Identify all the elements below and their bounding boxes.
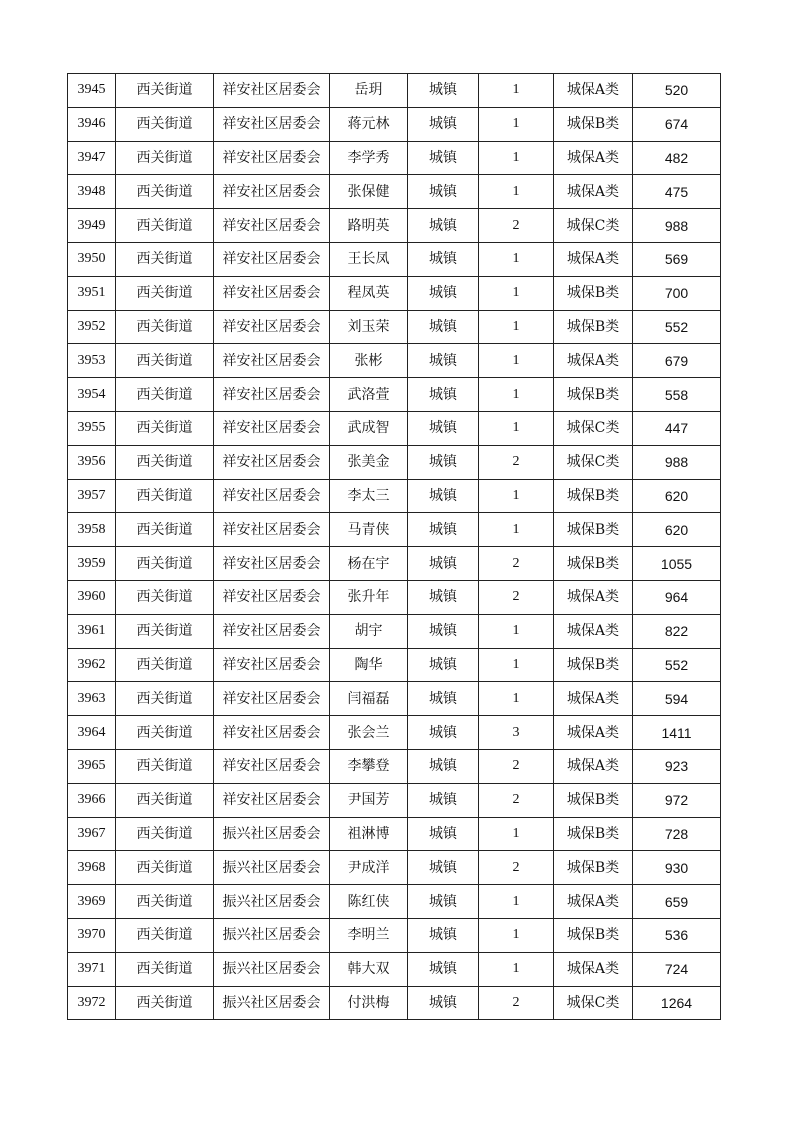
cell-household-size: 2 <box>479 209 554 243</box>
table-row <box>68 580 721 614</box>
cell-area-type: 城镇 <box>408 648 479 682</box>
cell-community: 祥安社区居委会 <box>214 648 330 682</box>
cell-category: 城保B类 <box>554 310 633 344</box>
cell-category: 城保B类 <box>554 918 633 952</box>
cell-name: 李学秀 <box>330 141 408 175</box>
cell-household-size: 1 <box>479 378 554 412</box>
cell-amount: 558 <box>633 378 721 412</box>
cell-serial-no: 3970 <box>68 918 116 952</box>
cell-serial-no: 3961 <box>68 614 116 648</box>
cell-street: 西关街道 <box>116 682 214 716</box>
cell-area-type: 城镇 <box>408 513 479 547</box>
cell-serial-no: 3969 <box>68 885 116 919</box>
cell-household-size: 1 <box>479 513 554 547</box>
cell-amount: 1411 <box>633 716 721 750</box>
cell-category: 城保C类 <box>554 209 633 243</box>
cell-household-size: 1 <box>479 175 554 209</box>
cell-area-type: 城镇 <box>408 952 479 986</box>
cell-category: 城保A类 <box>554 580 633 614</box>
cell-category: 城保A类 <box>554 682 633 716</box>
cell-community: 振兴社区居委会 <box>214 885 330 919</box>
cell-amount: 674 <box>633 107 721 141</box>
cell-amount: 620 <box>633 479 721 513</box>
table-row <box>68 445 721 479</box>
table-row <box>68 817 721 851</box>
cell-area-type: 城镇 <box>408 445 479 479</box>
cell-community: 祥安社区居委会 <box>214 310 330 344</box>
table-row <box>68 648 721 682</box>
cell-category: 城保B类 <box>554 817 633 851</box>
cell-category: 城保A类 <box>554 952 633 986</box>
cell-name: 韩大双 <box>330 952 408 986</box>
cell-household-size: 1 <box>479 310 554 344</box>
cell-household-size: 1 <box>479 344 554 378</box>
cell-street: 西关街道 <box>116 614 214 648</box>
cell-serial-no: 3964 <box>68 716 116 750</box>
cell-household-size: 2 <box>479 580 554 614</box>
cell-community: 祥安社区居委会 <box>214 378 330 412</box>
cell-amount: 988 <box>633 445 721 479</box>
cell-street: 西关街道 <box>116 74 214 108</box>
cell-street: 西关街道 <box>116 851 214 885</box>
cell-street: 西关街道 <box>116 547 214 581</box>
cell-community: 祥安社区居委会 <box>214 716 330 750</box>
cell-amount: 988 <box>633 209 721 243</box>
cell-street: 西关街道 <box>116 580 214 614</box>
cell-area-type: 城镇 <box>408 749 479 783</box>
cell-category: 城保A类 <box>554 614 633 648</box>
cell-serial-no: 3957 <box>68 479 116 513</box>
cell-area-type: 城镇 <box>408 918 479 952</box>
cell-area-type: 城镇 <box>408 479 479 513</box>
cell-amount: 822 <box>633 614 721 648</box>
table-row <box>68 716 721 750</box>
table-row <box>68 479 721 513</box>
cell-area-type: 城镇 <box>408 209 479 243</box>
cell-community: 祥安社区居委会 <box>214 344 330 378</box>
cell-area-type: 城镇 <box>408 614 479 648</box>
cell-name: 马青侠 <box>330 513 408 547</box>
cell-category: 城保A类 <box>554 242 633 276</box>
cell-name: 张保健 <box>330 175 408 209</box>
cell-category: 城保A类 <box>554 141 633 175</box>
cell-street: 西关街道 <box>116 107 214 141</box>
cell-name: 付洪梅 <box>330 986 408 1020</box>
cell-area-type: 城镇 <box>408 986 479 1020</box>
cell-name: 刘玉荣 <box>330 310 408 344</box>
cell-name: 张会兰 <box>330 716 408 750</box>
cell-category: 城保B类 <box>554 851 633 885</box>
cell-community: 振兴社区居委会 <box>214 986 330 1020</box>
cell-community: 祥安社区居委会 <box>214 445 330 479</box>
cell-name: 陶华 <box>330 648 408 682</box>
cell-community: 祥安社区居委会 <box>214 614 330 648</box>
cell-serial-no: 3958 <box>68 513 116 547</box>
cell-community: 振兴社区居委会 <box>214 952 330 986</box>
cell-community: 祥安社区居委会 <box>214 242 330 276</box>
table-row <box>68 952 721 986</box>
cell-household-size: 1 <box>479 918 554 952</box>
cell-name: 李攀登 <box>330 749 408 783</box>
cell-area-type: 城镇 <box>408 378 479 412</box>
cell-area-type: 城镇 <box>408 310 479 344</box>
cell-street: 西关街道 <box>116 817 214 851</box>
cell-household-size: 1 <box>479 411 554 445</box>
cell-name: 路明英 <box>330 209 408 243</box>
cell-street: 西关街道 <box>116 445 214 479</box>
cell-amount: 724 <box>633 952 721 986</box>
cell-category: 城保B类 <box>554 648 633 682</box>
cell-amount: 620 <box>633 513 721 547</box>
cell-household-size: 1 <box>479 682 554 716</box>
cell-category: 城保B类 <box>554 378 633 412</box>
cell-street: 西关街道 <box>116 209 214 243</box>
cell-community: 振兴社区居委会 <box>214 851 330 885</box>
table-row <box>68 513 721 547</box>
cell-area-type: 城镇 <box>408 344 479 378</box>
cell-community: 祥安社区居委会 <box>214 175 330 209</box>
cell-community: 祥安社区居委会 <box>214 74 330 108</box>
cell-street: 西关街道 <box>116 885 214 919</box>
cell-street: 西关街道 <box>116 411 214 445</box>
cell-amount: 659 <box>633 885 721 919</box>
cell-area-type: 城镇 <box>408 783 479 817</box>
cell-name: 武成智 <box>330 411 408 445</box>
cell-area-type: 城镇 <box>408 682 479 716</box>
table-row <box>68 242 721 276</box>
cell-area-type: 城镇 <box>408 885 479 919</box>
table-row <box>68 107 721 141</box>
cell-name: 李太三 <box>330 479 408 513</box>
cell-name: 程凤英 <box>330 276 408 310</box>
cell-household-size: 1 <box>479 614 554 648</box>
cell-street: 西关街道 <box>116 479 214 513</box>
table-row <box>68 378 721 412</box>
cell-community: 祥安社区居委会 <box>214 513 330 547</box>
cell-category: 城保B类 <box>554 513 633 547</box>
cell-serial-no: 3947 <box>68 141 116 175</box>
records-table <box>67 73 721 1020</box>
cell-area-type: 城镇 <box>408 276 479 310</box>
cell-community: 祥安社区居委会 <box>214 749 330 783</box>
cell-household-size: 2 <box>479 783 554 817</box>
cell-community: 祥安社区居委会 <box>214 547 330 581</box>
cell-name: 杨在宇 <box>330 547 408 581</box>
cell-serial-no: 3949 <box>68 209 116 243</box>
cell-amount: 930 <box>633 851 721 885</box>
cell-area-type: 城镇 <box>408 107 479 141</box>
cell-serial-no: 3945 <box>68 74 116 108</box>
cell-category: 城保B类 <box>554 107 633 141</box>
cell-name: 胡宇 <box>330 614 408 648</box>
cell-name: 张升年 <box>330 580 408 614</box>
cell-street: 西关街道 <box>116 986 214 1020</box>
cell-street: 西关街道 <box>116 783 214 817</box>
cell-area-type: 城镇 <box>408 411 479 445</box>
table-row <box>68 614 721 648</box>
cell-serial-no: 3955 <box>68 411 116 445</box>
table-row <box>68 682 721 716</box>
cell-amount: 475 <box>633 175 721 209</box>
cell-category: 城保C类 <box>554 986 633 1020</box>
table-row <box>68 411 721 445</box>
cell-name: 武洛萱 <box>330 378 408 412</box>
cell-name: 陈红侠 <box>330 885 408 919</box>
cell-serial-no: 3966 <box>68 783 116 817</box>
cell-name: 蒋元林 <box>330 107 408 141</box>
cell-street: 西关街道 <box>116 952 214 986</box>
cell-household-size: 1 <box>479 952 554 986</box>
table-row <box>68 141 721 175</box>
cell-amount: 972 <box>633 783 721 817</box>
cell-serial-no: 3971 <box>68 952 116 986</box>
cell-serial-no: 3960 <box>68 580 116 614</box>
cell-amount: 700 <box>633 276 721 310</box>
cell-amount: 552 <box>633 310 721 344</box>
cell-serial-no: 3956 <box>68 445 116 479</box>
cell-community: 祥安社区居委会 <box>214 141 330 175</box>
cell-amount: 482 <box>633 141 721 175</box>
cell-serial-no: 3954 <box>68 378 116 412</box>
cell-category: 城保B类 <box>554 783 633 817</box>
cell-community: 祥安社区居委会 <box>214 682 330 716</box>
table-row <box>68 175 721 209</box>
cell-household-size: 2 <box>479 851 554 885</box>
cell-category: 城保B类 <box>554 276 633 310</box>
cell-category: 城保A类 <box>554 344 633 378</box>
cell-area-type: 城镇 <box>408 74 479 108</box>
cell-street: 西关街道 <box>116 918 214 952</box>
cell-name: 闫福磊 <box>330 682 408 716</box>
cell-area-type: 城镇 <box>408 716 479 750</box>
cell-area-type: 城镇 <box>408 175 479 209</box>
table-row <box>68 783 721 817</box>
cell-street: 西关街道 <box>116 242 214 276</box>
cell-area-type: 城镇 <box>408 817 479 851</box>
cell-household-size: 2 <box>479 445 554 479</box>
cell-name: 张美金 <box>330 445 408 479</box>
table-row <box>68 276 721 310</box>
cell-name: 祖淋博 <box>330 817 408 851</box>
table-row <box>68 74 721 108</box>
cell-amount: 520 <box>633 74 721 108</box>
cell-serial-no: 3952 <box>68 310 116 344</box>
cell-community: 祥安社区居委会 <box>214 209 330 243</box>
cell-community: 祥安社区居委会 <box>214 276 330 310</box>
cell-household-size: 3 <box>479 716 554 750</box>
cell-amount: 1055 <box>633 547 721 581</box>
cell-serial-no: 3948 <box>68 175 116 209</box>
cell-community: 祥安社区居委会 <box>214 783 330 817</box>
records-table-body <box>68 74 721 1020</box>
cell-area-type: 城镇 <box>408 242 479 276</box>
cell-household-size: 2 <box>479 986 554 1020</box>
cell-serial-no: 3950 <box>68 242 116 276</box>
cell-category: 城保A类 <box>554 175 633 209</box>
cell-serial-no: 3972 <box>68 986 116 1020</box>
cell-category: 城保A类 <box>554 74 633 108</box>
cell-household-size: 2 <box>479 749 554 783</box>
cell-name: 李明兰 <box>330 918 408 952</box>
cell-serial-no: 3951 <box>68 276 116 310</box>
cell-category: 城保B类 <box>554 547 633 581</box>
cell-community: 祥安社区居委会 <box>214 107 330 141</box>
cell-street: 西关街道 <box>116 648 214 682</box>
table-row <box>68 310 721 344</box>
cell-street: 西关街道 <box>116 378 214 412</box>
cell-household-size: 1 <box>479 648 554 682</box>
cell-name: 尹国芳 <box>330 783 408 817</box>
cell-amount: 728 <box>633 817 721 851</box>
table-row <box>68 749 721 783</box>
cell-serial-no: 3968 <box>68 851 116 885</box>
cell-category: 城保A类 <box>554 749 633 783</box>
cell-area-type: 城镇 <box>408 580 479 614</box>
cell-amount: 552 <box>633 648 721 682</box>
cell-category: 城保C类 <box>554 411 633 445</box>
cell-serial-no: 3946 <box>68 107 116 141</box>
cell-amount: 1264 <box>633 986 721 1020</box>
cell-amount: 447 <box>633 411 721 445</box>
cell-serial-no: 3963 <box>68 682 116 716</box>
cell-area-type: 城镇 <box>408 851 479 885</box>
cell-household-size: 1 <box>479 885 554 919</box>
cell-category: 城保A类 <box>554 885 633 919</box>
cell-category: 城保B类 <box>554 479 633 513</box>
cell-household-size: 1 <box>479 817 554 851</box>
cell-area-type: 城镇 <box>408 141 479 175</box>
table-row <box>68 918 721 952</box>
table-row <box>68 986 721 1020</box>
cell-serial-no: 3962 <box>68 648 116 682</box>
cell-household-size: 2 <box>479 547 554 581</box>
cell-amount: 964 <box>633 580 721 614</box>
cell-street: 西关街道 <box>116 344 214 378</box>
cell-household-size: 1 <box>479 479 554 513</box>
cell-community: 祥安社区居委会 <box>214 580 330 614</box>
cell-street: 西关街道 <box>116 749 214 783</box>
cell-amount: 569 <box>633 242 721 276</box>
cell-community: 祥安社区居委会 <box>214 411 330 445</box>
cell-street: 西关街道 <box>116 276 214 310</box>
cell-category: 城保C类 <box>554 445 633 479</box>
cell-community: 祥安社区居委会 <box>214 479 330 513</box>
cell-name: 张彬 <box>330 344 408 378</box>
cell-category: 城保A类 <box>554 716 633 750</box>
table-row <box>68 547 721 581</box>
cell-serial-no: 3959 <box>68 547 116 581</box>
table-row <box>68 885 721 919</box>
cell-serial-no: 3967 <box>68 817 116 851</box>
cell-name: 王长凤 <box>330 242 408 276</box>
cell-household-size: 1 <box>479 276 554 310</box>
cell-serial-no: 3953 <box>68 344 116 378</box>
cell-household-size: 1 <box>479 141 554 175</box>
cell-amount: 679 <box>633 344 721 378</box>
cell-community: 振兴社区居委会 <box>214 918 330 952</box>
cell-name: 尹成洋 <box>330 851 408 885</box>
cell-household-size: 1 <box>479 107 554 141</box>
cell-street: 西关街道 <box>116 716 214 750</box>
cell-street: 西关街道 <box>116 175 214 209</box>
cell-street: 西关街道 <box>116 310 214 344</box>
cell-name: 岳玥 <box>330 74 408 108</box>
cell-community: 振兴社区居委会 <box>214 817 330 851</box>
cell-street: 西关街道 <box>116 141 214 175</box>
cell-amount: 923 <box>633 749 721 783</box>
cell-serial-no: 3965 <box>68 749 116 783</box>
table-row <box>68 851 721 885</box>
table-row <box>68 344 721 378</box>
cell-household-size: 1 <box>479 242 554 276</box>
cell-household-size: 1 <box>479 74 554 108</box>
cell-amount: 594 <box>633 682 721 716</box>
table-row <box>68 209 721 243</box>
cell-area-type: 城镇 <box>408 547 479 581</box>
cell-street: 西关街道 <box>116 513 214 547</box>
cell-amount: 536 <box>633 918 721 952</box>
